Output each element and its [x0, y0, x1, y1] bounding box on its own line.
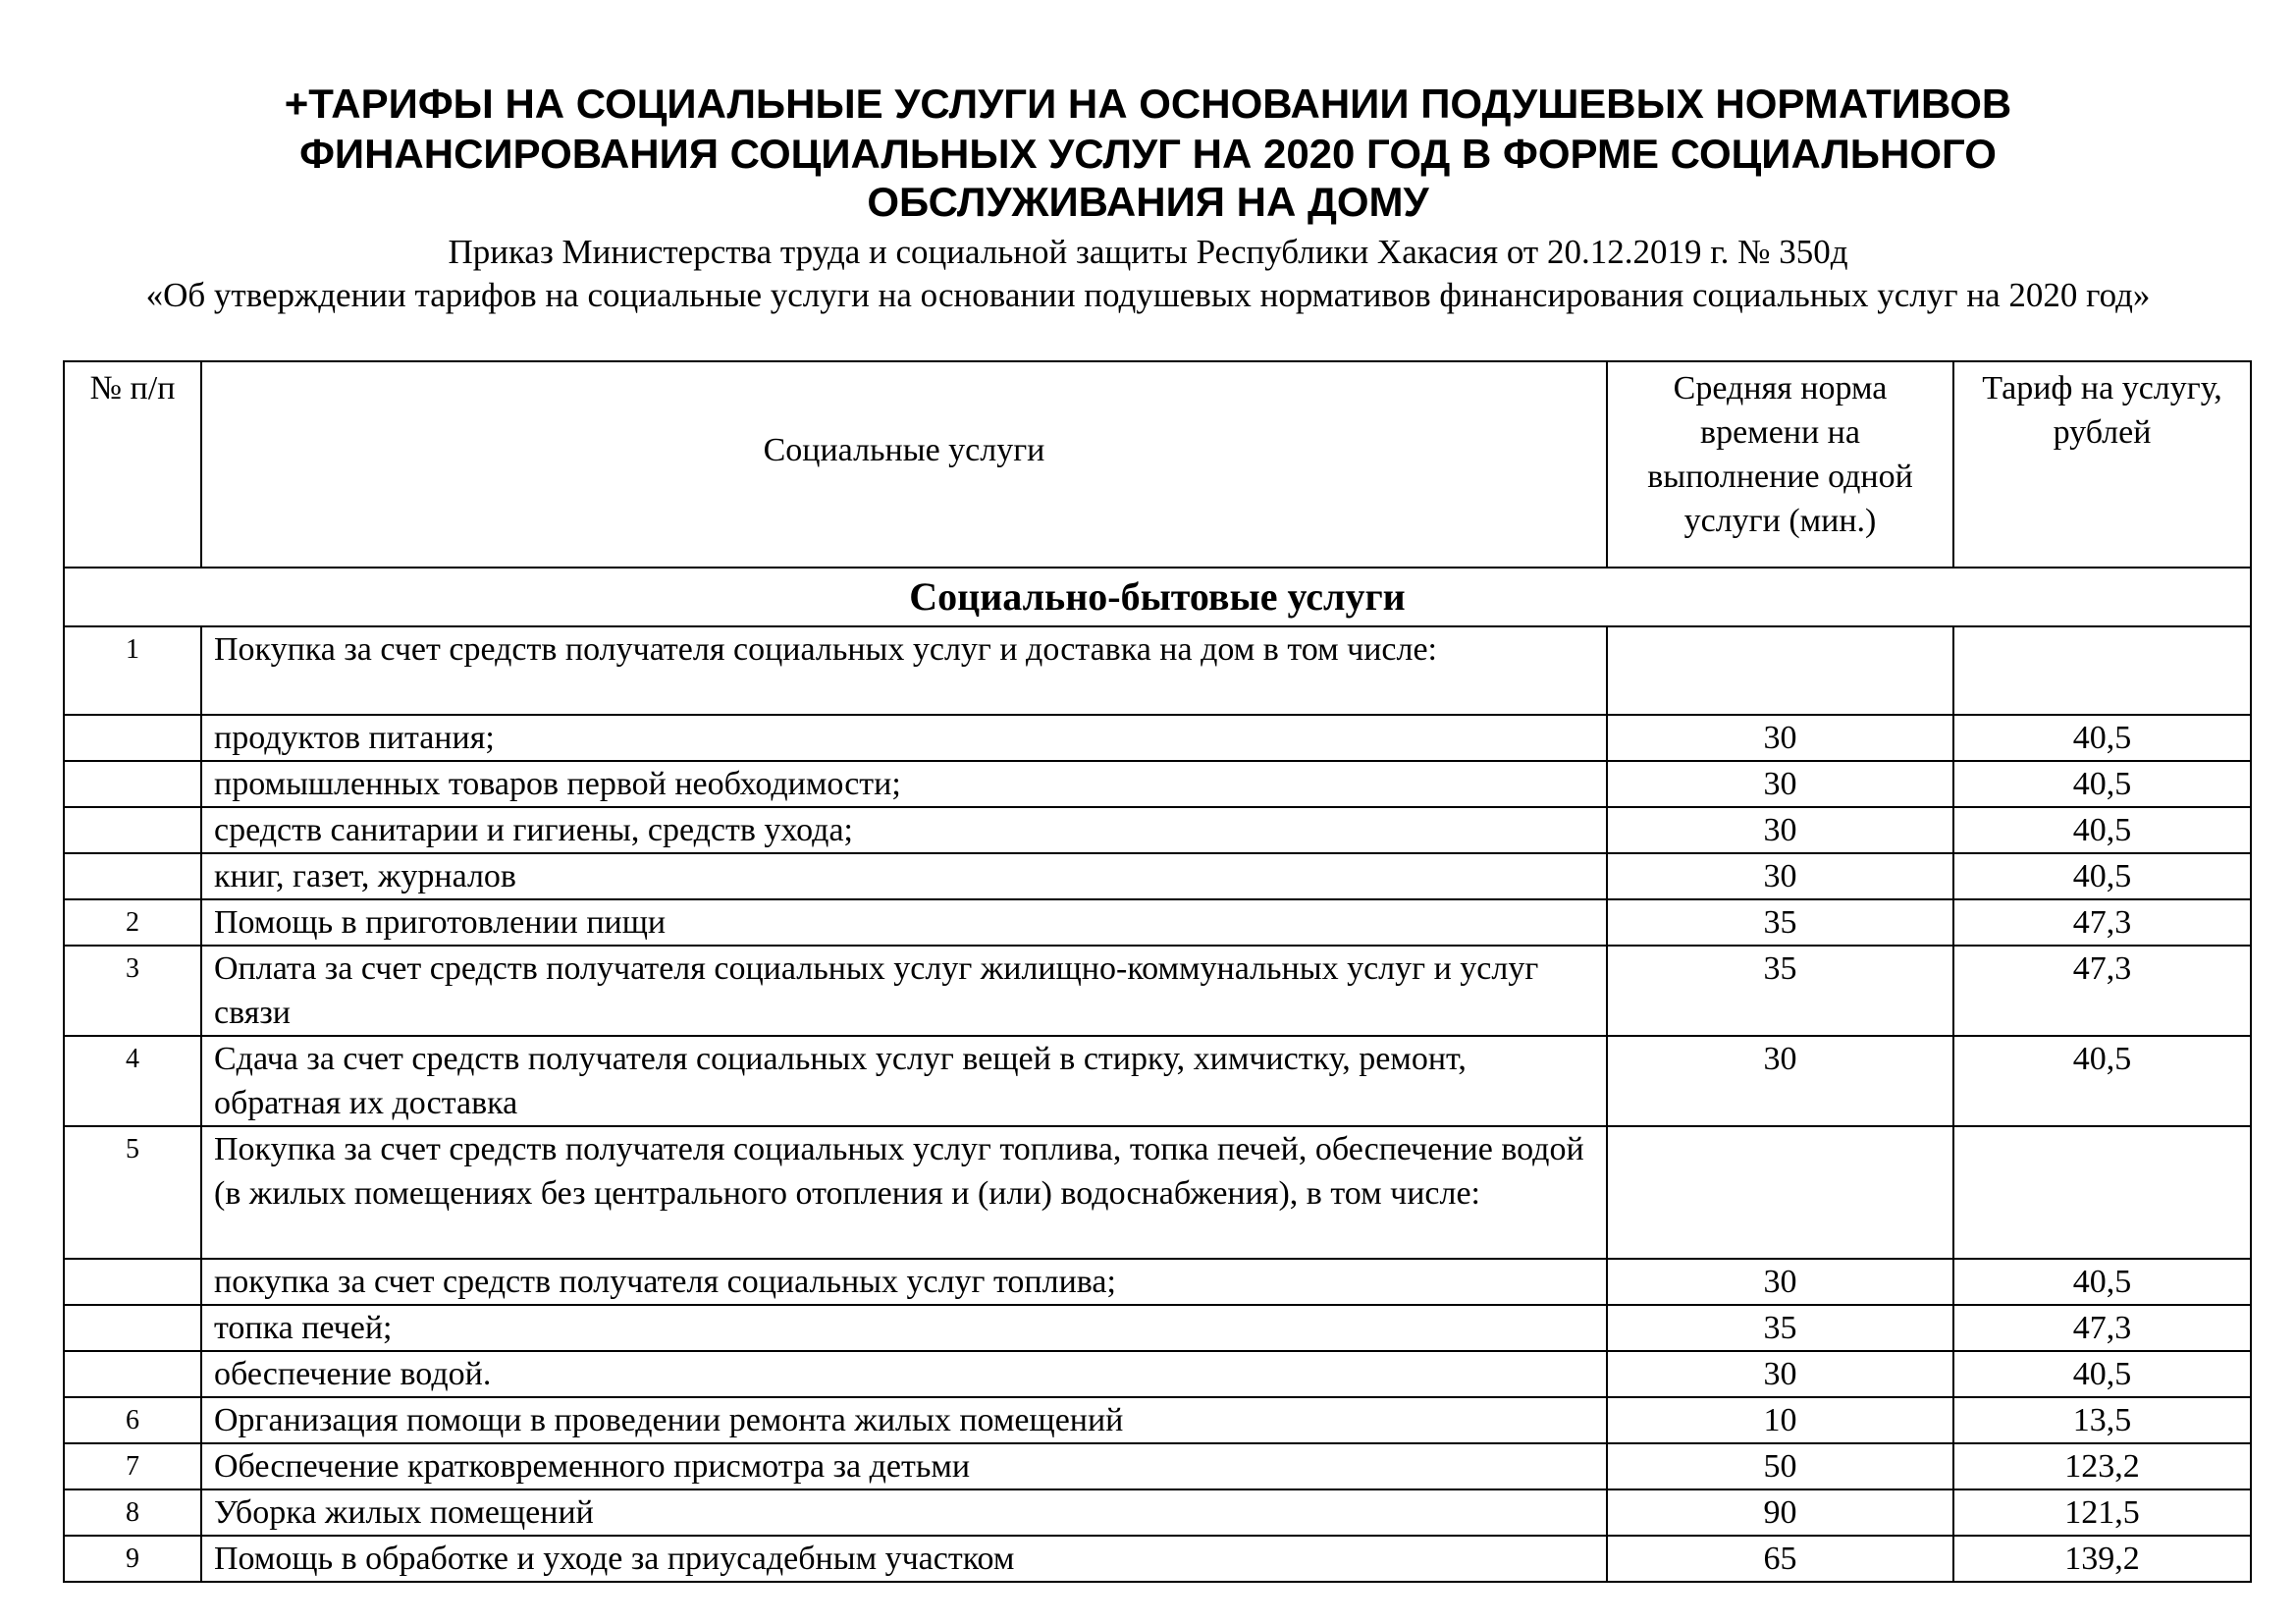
row-tariff: 40,5: [1953, 807, 2251, 853]
row-tariff: 40,5: [1953, 853, 2251, 899]
table-row: [64, 761, 2251, 807]
table-row: [64, 715, 2251, 761]
table-row: [64, 1536, 2251, 1582]
row-norm: 30: [1607, 853, 1953, 899]
row-norm: 30: [1607, 1036, 1953, 1126]
row-num: [64, 853, 201, 899]
table-row: [64, 1397, 2251, 1443]
row-num: [64, 1259, 201, 1305]
row-num: [64, 761, 201, 807]
row-service: Покупка за счет средств получателя социальных услуг и доставка на дом в том числе:: [201, 626, 1607, 715]
row-service: обеспечение водой.: [201, 1351, 1607, 1397]
row-tariff: 40,5: [1953, 1036, 2251, 1126]
row-service: Оплата за счет средств получателя социальных услуг жилищно-коммунальных услуг и услуг связи: [201, 946, 1607, 1036]
row-service: средств санитарии и гигиены, средств ухода;: [201, 807, 1607, 853]
row-norm: 50: [1607, 1443, 1953, 1489]
order-title: «Об утверждении тарифов на социальные услуги на основании подушевых нормативов финансирования социальных услуг на 2020 год»: [145, 276, 2151, 314]
row-service: промышленных товаров первой необходимости;: [201, 761, 1607, 807]
table-row: [64, 626, 2251, 715]
row-service: Уборка жилых помещений: [201, 1489, 1607, 1536]
row-tariff: [1953, 626, 2251, 715]
row-norm: [1607, 1126, 1953, 1259]
row-tariff: 123,2: [1953, 1443, 2251, 1489]
row-num: [64, 807, 201, 853]
row-norm: 30: [1607, 761, 1953, 807]
row-service: продуктов питания;: [201, 715, 1607, 761]
title-line-2: ФИНАНСИРОВАНИЯ СОЦИАЛЬНЫХ УСЛУГ НА 2020 ГОД В ФОРМЕ СОЦИАЛЬНОГО: [299, 131, 1997, 177]
row-norm: [1607, 626, 1953, 715]
row-norm: 65: [1607, 1536, 1953, 1582]
row-num: 2: [64, 899, 201, 946]
row-num: 9: [64, 1536, 201, 1582]
row-service: Обеспечение кратковременного присмотра за детьми: [201, 1443, 1607, 1489]
row-tariff: 47,3: [1953, 899, 2251, 946]
title-line-3: ОБСЛУЖИВАНИЯ НА ДОМУ: [867, 179, 1429, 225]
row-norm: 30: [1607, 715, 1953, 761]
table-row: [64, 1305, 2251, 1351]
column-header-service: Социальные услуги: [201, 361, 1607, 568]
row-num: 4: [64, 1036, 201, 1126]
row-norm: 30: [1607, 807, 1953, 853]
row-tariff: 40,5: [1953, 761, 2251, 807]
row-tariff: 121,5: [1953, 1489, 2251, 1536]
section-row: [64, 568, 2251, 626]
row-norm: 35: [1607, 1305, 1953, 1351]
row-service: Помощь в обработке и уходе за приусадебным участком: [201, 1536, 1607, 1582]
column-header-norm: Средняя норма времени на выполнение одной услуги (мин.): [1607, 361, 1953, 568]
row-norm: 90: [1607, 1489, 1953, 1536]
order-reference: Приказ Министерства труда и социальной защиты Республики Хакасия от 20.12.2019 г. № 350д: [448, 233, 1848, 271]
row-num: [64, 715, 201, 761]
row-num: 6: [64, 1397, 201, 1443]
row-norm: 30: [1607, 1259, 1953, 1305]
row-service: покупка за счет средств получателя социальных услуг топлива;: [201, 1259, 1607, 1305]
table-row: [64, 1489, 2251, 1536]
row-num: [64, 1351, 201, 1397]
row-num: 1: [64, 626, 201, 715]
row-tariff: 139,2: [1953, 1536, 2251, 1582]
row-service: Сдача за счет средств получателя социальных услуг вещей в стирку, химчистку, ремонт, обратная их доставка: [201, 1036, 1607, 1126]
row-tariff: 40,5: [1953, 1351, 2251, 1397]
row-num: 8: [64, 1489, 201, 1536]
section-title: Социально-бытовые услуги: [64, 568, 2251, 626]
row-tariff: 13,5: [1953, 1397, 2251, 1443]
row-service: Покупка за счет средств получателя социальных услуг топлива, топка печей, обеспечение водой (в жилых помещениях без центрального отопления и (или) водоснабжения), в том числе:: [201, 1126, 1607, 1259]
table-row: [64, 1036, 2251, 1126]
row-tariff: 47,3: [1953, 1305, 2251, 1351]
row-norm: 35: [1607, 899, 1953, 946]
table-row: [64, 807, 2251, 853]
row-num: 5: [64, 1126, 201, 1259]
row-tariff: 47,3: [1953, 946, 2251, 1036]
row-service: Помощь в приготовлении пищи: [201, 899, 1607, 946]
row-service: топка печей;: [201, 1305, 1607, 1351]
table-row: [64, 946, 2251, 1036]
column-header-num: № п/п: [64, 361, 201, 568]
row-norm: 10: [1607, 1397, 1953, 1443]
tariffs-table: [63, 360, 2252, 1583]
row-service: книг, газет, журналов: [201, 853, 1607, 899]
row-num: 3: [64, 946, 201, 1036]
title-line-1: +ТАРИФЫ НА СОЦИАЛЬНЫЕ УСЛУГИ НА ОСНОВАНИИ ПОДУШЕВЫХ НОРМАТИВОВ: [284, 81, 2012, 127]
row-num: [64, 1305, 201, 1351]
row-norm: 30: [1607, 1351, 1953, 1397]
table-row: [64, 899, 2251, 946]
row-norm: 35: [1607, 946, 1953, 1036]
row-tariff: 40,5: [1953, 1259, 2251, 1305]
table-row: [64, 1351, 2251, 1397]
table-row: [64, 1126, 2251, 1259]
row-service: Организация помощи в проведении ремонта жилых помещений: [201, 1397, 1607, 1443]
table-row: [64, 853, 2251, 899]
table-row: [64, 1259, 2251, 1305]
row-tariff: 40,5: [1953, 715, 2251, 761]
row-tariff: [1953, 1126, 2251, 1259]
row-num: 7: [64, 1443, 201, 1489]
column-header-tariff: Тариф на услугу, рублей: [1953, 361, 2251, 568]
table-row: [64, 1443, 2251, 1489]
table-header-row: [64, 361, 2251, 568]
